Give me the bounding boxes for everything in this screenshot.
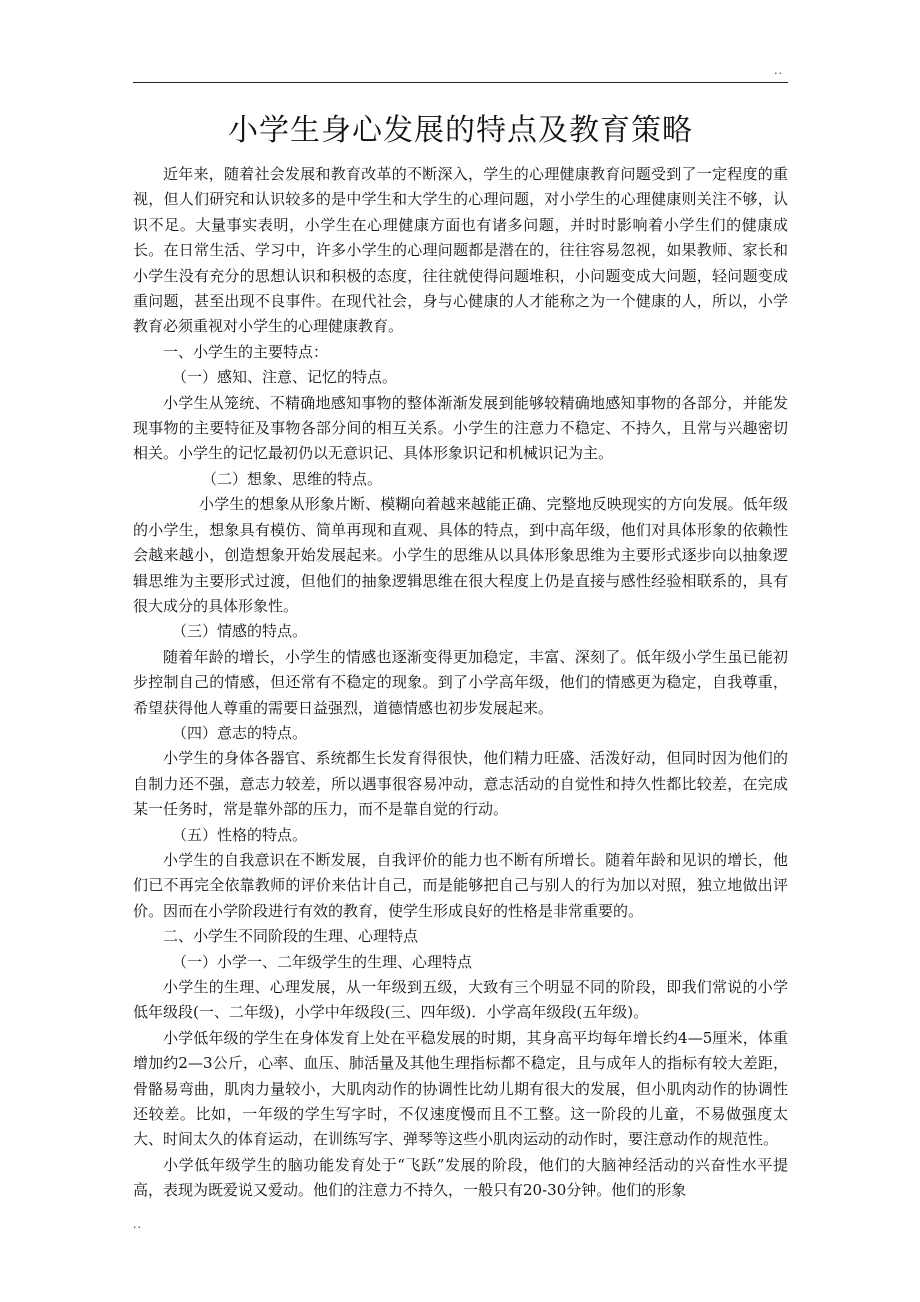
document-body <box>133 162 788 1204</box>
body-paragraph: 小学生的生理、心理发展，从一年级到五级，大致有三个明显不同的阶段，即我们常说的小学低年级段(一、二年级)，小学中年级段(三、四年级)．小学高年级段(五年级)。 <box>133 978 788 1022</box>
subsection-heading: （三）情感的特点。 <box>172 622 308 641</box>
section-heading: 一、小学生的主要特点： <box>163 342 329 361</box>
body-paragraph: 小学生从笼统、不精确地感知事物的整体渐渐发展到能够较精确地感知事物的各部分，并能发现事物的主要特征及事物各部分间的相互关系。小学生的注意力不稳定、不持久，且常与兴趣密切相关。小学生的记忆最初仍以无意识记、具体形象识记和机械识记为主。 <box>133 393 788 463</box>
subsection-heading: （二）想象、思维的特点。 <box>202 469 383 488</box>
body-paragraph: 随着年龄的增长，小学生的情感也逐渐变得更加稳定，丰富、深刻了。低年级小学生虽已能初步控制自己的情感，但还常有不稳定的现象。到了小学高年级，他们的情感更为稳定，自我尊重，希望获得他人尊重的需要日益强烈，道德情感也初步发展起来。 <box>133 647 788 717</box>
header-mark: .. <box>774 64 783 77</box>
subsection-heading: （五）性格的特点。 <box>172 825 308 844</box>
body-paragraph: 小学生的想象从形象片断、模糊向着越来越能正确、完整地反映现实的方向发展。低年级的小学生，想象具有模仿、简单再现和直观、具体的特点，到中高年级，他们对具体形象的依赖性会越来越小，创造想象开始发展起来。小学生的思维从以具体形象思维为主要形式逐步向以抽象逻辑思维为主要形式过渡，但他们的抽象逻辑思维在很大程度上仍是直接与感性经验相联系的，具有很大成分的具体形象性。 <box>133 495 788 615</box>
subsection-heading: （四）意志的特点。 <box>172 723 308 742</box>
header-rule <box>133 82 788 83</box>
subsection-heading: （一）小学一、二年级学生的生理、心理特点 <box>172 952 473 971</box>
section-heading: 二、小学生不同阶段的生理、心理特点 <box>163 927 419 946</box>
body-paragraph: 小学低年级的学生在身体发育上处在平稳发展的时期，其身高平均每年增长约4—5厘米，体重增加约2—3公斤，心率、血压、肺活量及其他生理指标都不稳定，且与成年人的指标有较大差距，骨骼易弯曲，肌肉力量较小，大肌肉动作的协调性比幼儿期有很大的发展，但小肌肉动作的协调性还较差。比如，一年级的学生写字时，不仅速度慢而且不工整。这一阶段的儿童，不易做强度太大、时间太久的体育运动，在训练写字、弹琴等这些小肌肉运动的动作时，要注意动作的规范性。 <box>133 1028 788 1149</box>
body-paragraph: 小学低年级学生的脑功能发育处于“飞跃”发展的阶段，他们的大脑神经活动的兴奋性水平提高，表现为既爱说又爱动。他们的注意力不持久，一般只有20-30分钟。他们的形象 <box>133 1155 788 1200</box>
page-title: 小学生身心发展的特点及教育策略 <box>228 113 693 148</box>
body-paragraph: 小学生的自我意识在不断发展，自我评价的能力也不断有所增长。随着年龄和见识的增长，他们已不再完全依靠教师的评价来估计自己，而是能够把自己与别人的行为加以对照，独立地做出评价。因而在小学阶段进行有效的教育，使学生形成良好的性格是非常重要的。 <box>133 850 788 920</box>
document-page <box>133 108 788 1204</box>
body-paragraph: 小学生的身体各器官、系统都生长发育得很快，他们精力旺盛、活泼好动，但同时因为他们的自制力还不强，意志力较差，所以遇事很容易冲动，意志活动的自觉性和持久性都比较差，在完成某一任务时，常是靠外部的压力，而不是靠自觉的行动。 <box>133 749 788 819</box>
body-paragraph: 近年来，随着社会发展和教育改革的不断深入，学生的心理健康教育问题受到了一定程度的重视，但人们研究和认识较多的是中学生和大学生的心理问题，对小学生的心理健康则关注不够，认识不足。大量事实表明，小学生在心理健康方面也有诸多问题，并时时影响着小学生们的健康成长。在日常生活、学习中，许多小学生的心理问题都是潜在的，往往容易忽视，如果教师、家长和小学生没有充分的思想认识和积极的态度，往往就使得问题堆积，小问题变成大问题，轻问题变成重问题，甚至出现不良事件。在现代社会，身与心健康的人才能称之为一个健康的人，所以，小学教育必须重视对小学生的心理健康教育。 <box>133 165 788 336</box>
footer-mark: .. <box>133 1218 142 1231</box>
subsection-heading: （一）感知、注意、记忆的特点。 <box>172 368 398 387</box>
